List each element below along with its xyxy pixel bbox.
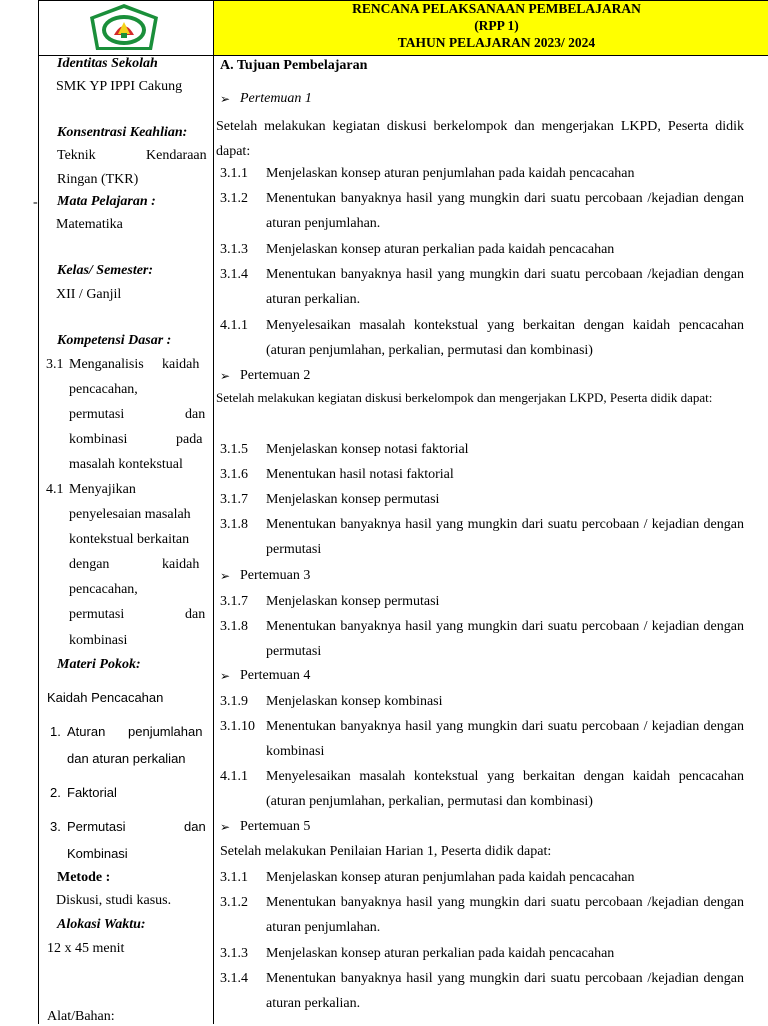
kd-number: 4.1: [46, 482, 64, 497]
kd-word: kaidah: [162, 357, 200, 372]
item-text: Menentukan hasil notasi faktorial: [266, 467, 454, 482]
item-number: 3.1.8: [220, 517, 248, 532]
materi-number: 3.: [50, 819, 61, 834]
item-text: Menyelesaikan masalah kontekstual yang berkaitan dengan kaidah pencacahan (aturan penjumlahan, perkalian, permutasi dan kombinasi): [266, 769, 744, 809]
meeting-intro: Setelah melakukan kegiatan diskusi berkelompok dan mengerjakan LKPD, Peserta didik dapat:: [216, 390, 713, 405]
arrow-bullet-icon: ➢: [220, 369, 231, 383]
kd-line: kontekstual berkaitan: [69, 532, 190, 547]
metode-value: Diskusi, studi kasus.: [56, 893, 172, 908]
konsentrasi-line: Ringan (TKR): [57, 172, 139, 187]
alat-label: Alat/Bahan:: [47, 1009, 115, 1024]
kd-word: permutasi: [69, 407, 125, 422]
table-border-left: [38, 0, 39, 1024]
item-text: Menjelaskan konsep notasi faktorial: [266, 442, 469, 457]
kd-line: kombinasi: [69, 633, 128, 648]
item-text: Menentukan banyaknya hasil yang mungkin dari suatu percobaan / kejadian dengan permutasi: [266, 517, 744, 557]
metode-label: Metode :: [57, 870, 111, 885]
table-divider: [213, 0, 214, 1024]
item-text: Menentukan banyaknya hasil yang mungkin dari suatu percobaan /kejadian dengan aturan penjumlahan.: [266, 191, 744, 231]
meeting-title: Pertemuan 5: [240, 819, 311, 834]
konsentrasi-label: Konsentrasi Keahlian:: [57, 125, 188, 140]
item-text: Menyelesaikan masalah kontekstual yang berkaitan dengan kaidah pencacahan (aturan penjumlahan, perkalian, permutasi dan kombinasi): [266, 318, 744, 358]
materi-line: Kombinasi: [67, 846, 128, 861]
list-marker: -: [33, 195, 38, 210]
item-number: 4.1.1: [220, 769, 248, 784]
materi-label: Materi Pokok:: [57, 657, 141, 672]
item-text: Menentukan banyaknya hasil yang mungkin dari suatu percobaan / kejadian dengan kombinasi: [266, 719, 744, 759]
item-number: 3.1.1: [220, 166, 248, 181]
arrow-bullet-icon: ➢: [220, 669, 231, 683]
materi-word: Aturan: [67, 724, 106, 739]
item-number: 3.1.4: [220, 971, 248, 986]
kd-word: permutasi: [69, 607, 125, 622]
item-text: Menentukan banyaknya hasil yang mungkin dari suatu percobaan /kejadian dengan aturan perkalian.: [266, 267, 744, 307]
mapel-label: Mata Pelajaran :: [57, 194, 156, 209]
item-number: 4.1.1: [220, 318, 248, 333]
kd-word: pada: [176, 432, 203, 447]
konsentrasi-word: Teknik: [57, 148, 96, 163]
item-number: 3.1.7: [220, 492, 248, 507]
meeting-title: Pertemuan 1: [240, 91, 312, 106]
item-number: 3.1.3: [220, 946, 248, 961]
school-logo: [88, 3, 160, 53]
doc-title: RENCANA PELAKSANAAN PEMBELAJARAN: [352, 1, 641, 16]
kelas-label: Kelas/ Semester:: [57, 263, 154, 278]
meeting-title: Pertemuan 2: [240, 368, 311, 383]
kd-word: Menganalisis: [69, 357, 144, 372]
materi-word: dan: [184, 819, 206, 834]
section-title: A. Tujuan Pembelajaran: [220, 58, 368, 73]
kd-word: kaidah: [162, 557, 200, 572]
alokasi-label: Alokasi Waktu:: [57, 917, 146, 932]
materi-line: Faktorial: [67, 785, 117, 800]
meeting-title: Pertemuan 3: [240, 568, 311, 583]
kd-line: masalah kontekstual: [69, 457, 183, 472]
materi-intro: Kaidah Pencacahan: [47, 690, 164, 705]
item-number: 3.1.7: [220, 594, 248, 609]
kd-line: pencacahan,: [69, 382, 138, 397]
kd-number: 3.1: [46, 357, 64, 372]
item-number: 3.1.5: [220, 442, 248, 457]
alokasi-value: 12 x 45 menit: [47, 941, 125, 956]
arrow-bullet-icon: ➢: [220, 92, 231, 106]
kd-line: Menyajikan: [69, 482, 136, 497]
item-text: Menentukan banyaknya hasil yang mungkin dari suatu percobaan /kejadian dengan aturan perkalian.: [266, 971, 744, 1011]
kelas-value: XII / Ganjil: [56, 287, 122, 302]
item-number: 3.1.4: [220, 267, 248, 282]
kd-label: Kompetensi Dasar :: [57, 333, 172, 348]
item-number: 3.1.2: [220, 895, 248, 910]
materi-word: Permutasi: [67, 819, 126, 834]
item-number: 3.1.3: [220, 242, 248, 257]
kd-word: dan: [185, 607, 206, 622]
item-number: 3.1.9: [220, 694, 248, 709]
konsentrasi-word: Kendaraan: [146, 148, 207, 163]
item-text: Menentukan banyaknya hasil yang mungkin dari suatu percobaan / kejadian dengan permutasi: [266, 619, 744, 659]
item-text: Menjelaskan konsep aturan perkalian pada kaidah pencacahan: [266, 242, 615, 257]
item-number: 3.1.10: [220, 719, 255, 734]
meeting-title: Pertemuan 4: [240, 668, 311, 683]
item-number: 3.1.1: [220, 870, 248, 885]
kd-word: kombinasi: [69, 432, 128, 447]
meeting-intro: Setelah melakukan kegiatan diskusi berkelompok dan mengerjakan LKPD, Peserta didik dapat:: [216, 119, 744, 159]
doc-subtitle: (RPP 1): [474, 18, 519, 33]
kd-line: penyelesaian masalah: [69, 507, 191, 522]
meeting-intro: Setelah melakukan Penilaian Harian 1, Peserta didik dapat:: [220, 844, 552, 859]
item-text: Menjelaskan konsep permutasi: [266, 594, 440, 609]
materi-number: 2.: [50, 785, 61, 800]
item-text: Menjelaskan konsep aturan penjumlahan pada kaidah pencacahan: [266, 870, 635, 885]
mapel-value: Matematika: [56, 217, 123, 232]
kd-word: dengan: [69, 557, 110, 572]
materi-word: penjumlahan: [128, 724, 203, 739]
identitas-value: SMK YP IPPI Cakung: [56, 79, 183, 94]
item-number: 3.1.2: [220, 191, 248, 206]
item-text: Menjelaskan konsep permutasi: [266, 492, 440, 507]
materi-number: 1.: [50, 724, 61, 739]
kd-line: pencacahan,: [69, 582, 138, 597]
identitas-label: Identitas Sekolah: [57, 56, 158, 71]
doc-year: TAHUN PELAJARAN 2023/ 2024: [397, 35, 596, 50]
materi-line: dan aturan perkalian: [67, 751, 186, 766]
item-number: 3.1.8: [220, 619, 248, 634]
arrow-bullet-icon: ➢: [220, 569, 231, 583]
arrow-bullet-icon: ➢: [220, 820, 231, 834]
kd-word: dan: [185, 407, 206, 422]
item-text: Menjelaskan konsep aturan perkalian pada kaidah pencacahan: [266, 946, 615, 961]
item-text: Menentukan banyaknya hasil yang mungkin dari suatu percobaan /kejadian dengan aturan penjumlahan.: [266, 895, 744, 935]
item-text: Menjelaskan konsep kombinasi: [266, 694, 443, 709]
item-text: Menjelaskan konsep aturan penjumlahan pada kaidah pencacahan: [266, 166, 635, 181]
item-number: 3.1.6: [220, 467, 248, 482]
